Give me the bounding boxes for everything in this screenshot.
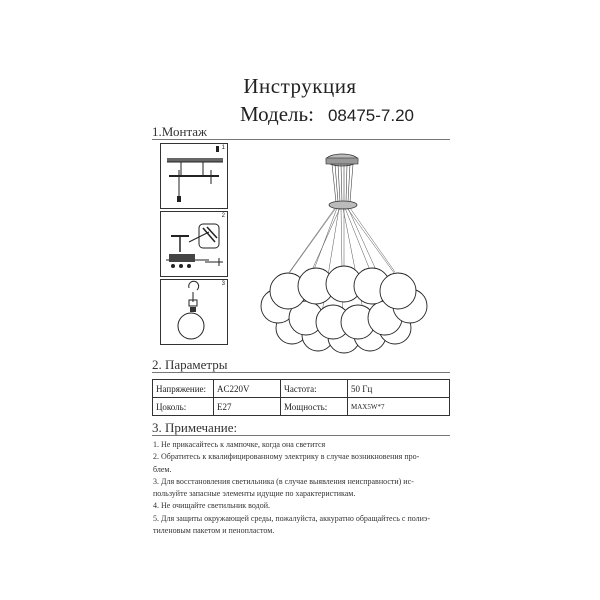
step-number: 2 — [221, 213, 225, 219]
table-row — [153, 398, 450, 416]
divider — [152, 435, 450, 436]
section-notes-heading: 3. Примечание: — [152, 420, 238, 435]
note-line: 1. Не прикасайтесь к лампочке, когда она светится — [153, 440, 326, 449]
mount-step-2 — [160, 211, 228, 277]
param-value: 50 Гц — [348, 380, 450, 398]
model-label: Модель: — [240, 102, 314, 126]
divider — [152, 372, 450, 373]
step-number: 1 — [221, 145, 225, 151]
chandelier-illustration — [240, 140, 450, 360]
note-line: пользуйте запасные элементы идущие по характеристикам. — [153, 489, 356, 499]
bulb-install-diagram — [161, 280, 227, 344]
page-title: Инструкция — [243, 74, 357, 98]
section-params-heading: 2. Параметры — [152, 357, 228, 372]
ceiling-bracket-diagram — [161, 144, 227, 208]
table-row — [153, 380, 450, 398]
note-line: 3. Для восстановления светильника (в случае выявления неисправности) ис- — [153, 476, 414, 486]
model-line — [240, 102, 414, 127]
note-line: блем. — [153, 464, 172, 474]
section-mount-heading: 1.Монтаж — [152, 124, 208, 139]
note-line: тиленовым пакетом и пенопластом. — [153, 526, 275, 536]
param-value: E27 — [214, 398, 281, 416]
param-key: Напряжение: — [153, 380, 214, 398]
note-line: 2. Обратитесь к квалифицированному электрику в случае возникновения про- — [153, 452, 420, 462]
param-key: Частота: — [281, 380, 348, 398]
model-code: 08475-7.20 — [327, 106, 414, 125]
param-value: MAX5W*7 — [348, 398, 450, 416]
note-line: 4. Не очищайте светильник водой. — [153, 501, 271, 511]
mount-step-1 — [160, 143, 228, 209]
notes-list — [153, 439, 453, 537]
param-key: Мощность: — [281, 398, 348, 416]
step-number: 3 — [221, 281, 225, 287]
mount-step-3 — [160, 279, 228, 345]
param-key: Цоколь: — [153, 398, 214, 416]
wiring-diagram — [161, 212, 227, 276]
note-line: 5. Для защиты окружающей среды, пожалуйста, аккуратно обращайтесь с полиэ- — [153, 513, 431, 523]
params-table — [152, 379, 450, 416]
param-value: AC220V — [214, 380, 281, 398]
